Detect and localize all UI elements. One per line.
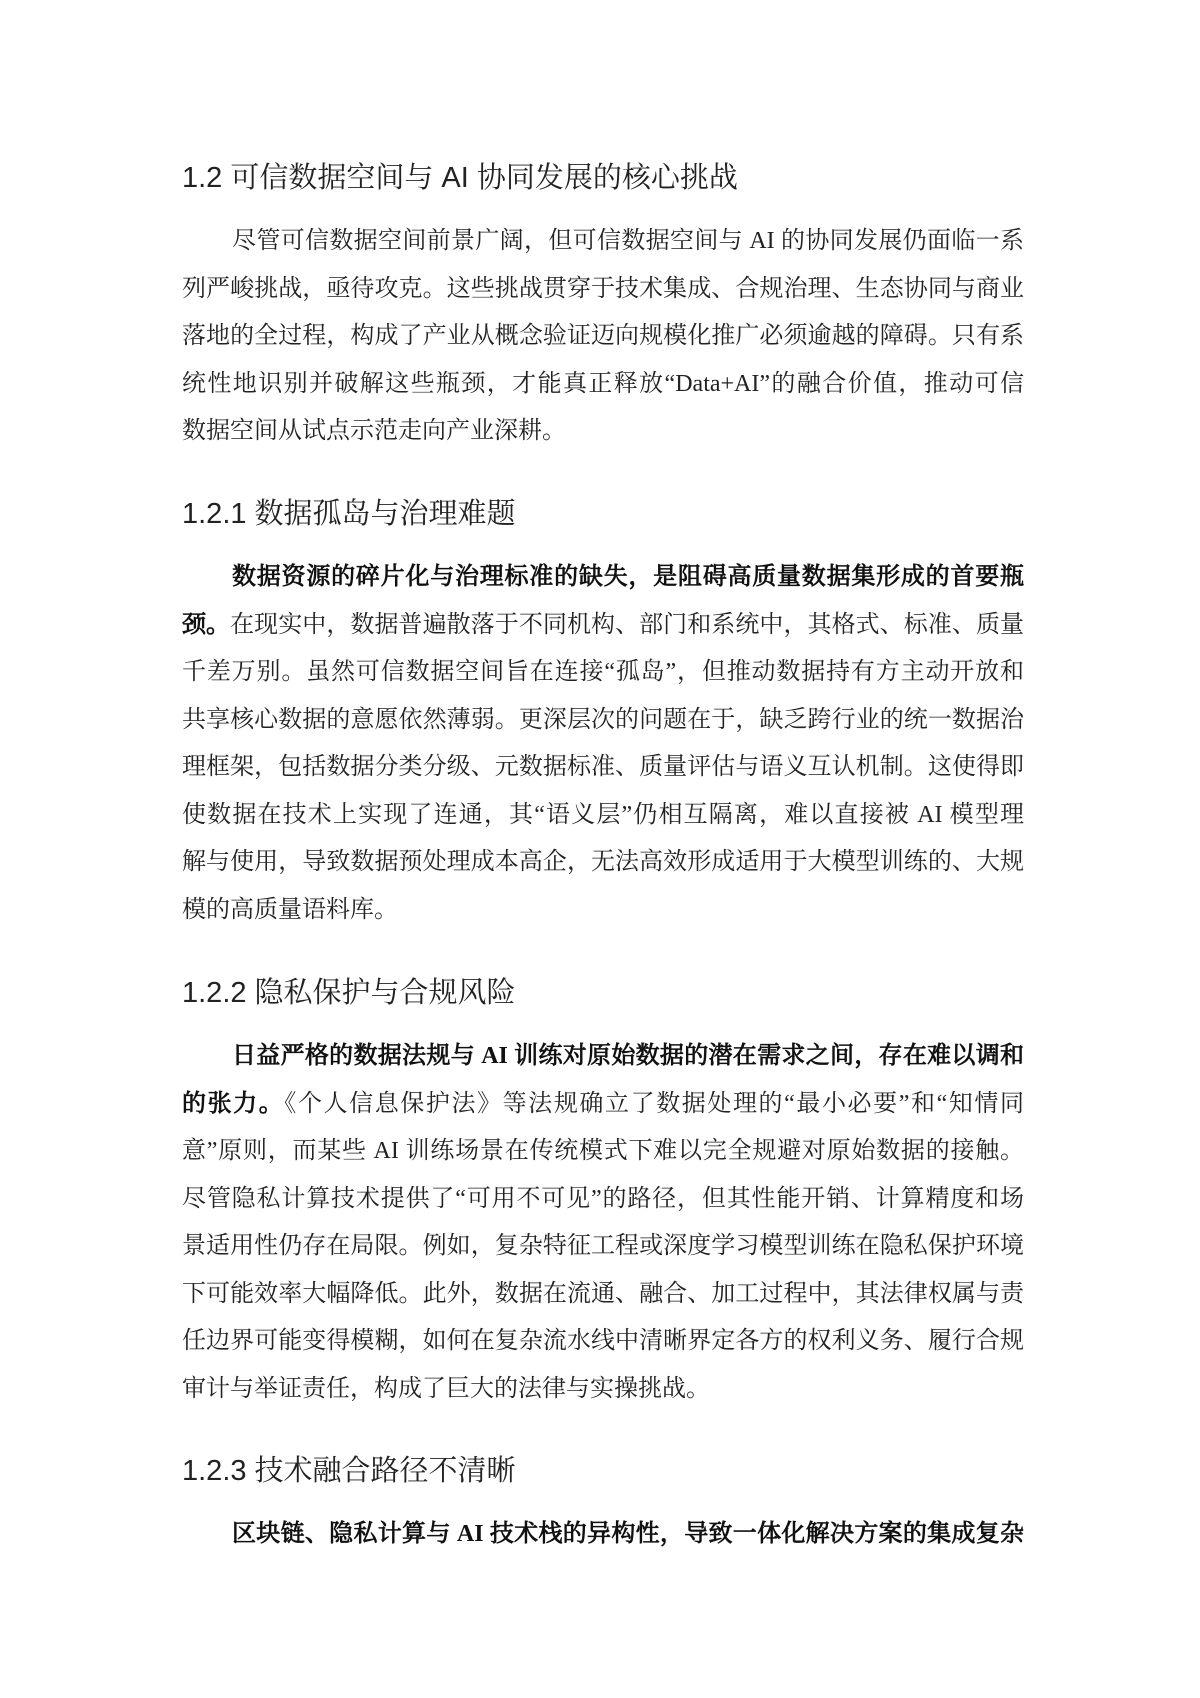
paragraph-line: [182, 1326, 1024, 1356]
paragraph-line: [182, 1136, 1024, 1166]
body-text: 列严峻挑战，亟待攻克。这些挑战贯穿于技术集成、合规治理、生态协同与商业: [182, 275, 1024, 302]
paragraph-line: [182, 847, 1024, 877]
paragraph-line: [182, 416, 1024, 446]
bold-lead-text: 数据资源的碎片化与治理标准的缺失，是阻碍高质量数据集形成的首要瓶: [232, 564, 1024, 590]
body-text: 尽管隐私计算技术提供了“可用不可见”的路径，但其性能开销、计算精度和场: [182, 1185, 1024, 1212]
paragraph-line: [182, 800, 1024, 830]
body-text: 解与使用，导致数据预处理成本高企，无法高效形成适用于大模型训练的、大规: [182, 849, 1024, 875]
body-text: 统性地识别并破解这些瓶颈，才能真正释放“Data+AI”的融合价值，推动可信: [182, 370, 1024, 397]
paragraph-line: [182, 1089, 1024, 1119]
paragraph-line: [232, 1519, 1024, 1549]
body-text: 落地的全过程，构成了产业从概念验证迈向规模化推广必须逾越的障碍。只有系: [182, 323, 1024, 349]
body-text: 使数据在技术上实现了连通，其“语义层”仍相互隔离，难以直接被 AI 模型理: [182, 801, 1024, 828]
body-text: 景适用性仍存在局限。例如，复杂特征工程或深度学习模型训练在隐私保护环境: [182, 1233, 1024, 1259]
bold-lead-text: 颈。: [182, 611, 231, 638]
paragraph-line: [182, 369, 1024, 399]
section-heading: 1.2.3 技术融合路径不清晰: [182, 1455, 516, 1487]
paragraph-line: [182, 321, 1024, 351]
paragraph-line: [232, 226, 1024, 256]
section-heading: 1.2.1 数据孤岛与治理难题: [182, 498, 516, 530]
paragraph-line: [182, 1184, 1024, 1214]
body-text: 共享核心数据的意愿依然薄弱。更深层次的问题在于，缺乏跨行业的统一数据治: [182, 706, 1024, 733]
paragraph-line: [182, 1374, 1024, 1404]
body-text: 任边界可能变得模糊，如何在复杂流水线中清晰界定各方的权利义务、履行合规: [182, 1328, 1024, 1354]
body-text: 在现实中，数据普遍散落于不同机构、部门和系统中，其格式、标准、质量: [230, 611, 1025, 638]
paragraph-line: [182, 610, 1024, 640]
section-heading: 1.2 可信数据空间与 AI 协同发展的核心挑战: [182, 162, 738, 194]
paragraph-line: [182, 657, 1024, 687]
body-text: 尽管可信数据空间前景广阔，但可信数据空间与 AI 的协同发展仍面临一系: [232, 228, 1024, 254]
paragraph-line: [182, 1279, 1024, 1309]
body-text: 数据空间从试点示范走向产业深耕。: [182, 418, 566, 444]
bold-lead-text: 的张力。: [182, 1090, 285, 1117]
bold-lead-text: 区块链、隐私计算与 AI 技术栈的异构性，导致一体化解决方案的集成复杂: [232, 1521, 1024, 1547]
section-heading: 1.2.2 隐私保护与合规风险: [182, 977, 516, 1009]
body-text: 《个人信息保护法》等法规确立了数据处理的“最小必要”和“知情同: [284, 1090, 1024, 1117]
body-text: 理框架，包括数据分类分级、元数据标准、质量评估与语义互认机制。这使得即: [182, 754, 1024, 780]
paragraph-line: [182, 1231, 1024, 1261]
paragraph-line: [232, 562, 1024, 592]
paragraph-line: [182, 705, 1024, 735]
bold-lead-text: 日益严格的数据法规与 AI 训练对原始数据的潜在需求之间，存在难以调和: [232, 1043, 1024, 1069]
body-text: 千差万别。虽然可信数据空间旨在连接“孤岛”，但推动数据持有方主动开放和: [182, 659, 1024, 685]
body-text: 审计与举证责任，构成了巨大的法律与实操挑战。: [182, 1375, 710, 1402]
body-text: 意”原则，而某些 AI 训练场景在传统模式下难以完全规避对原始数据的接触。: [182, 1138, 1024, 1164]
paragraph-line: [232, 1041, 1024, 1071]
paragraph-line: [182, 274, 1024, 304]
paragraph-line: [182, 895, 1024, 925]
paragraph-line: [182, 752, 1024, 782]
body-text: 模的高质量语料库。: [182, 896, 398, 923]
body-text: 下可能效率大幅降低。此外，数据在流通、融合、加工过程中，其法律权属与责: [182, 1280, 1024, 1307]
